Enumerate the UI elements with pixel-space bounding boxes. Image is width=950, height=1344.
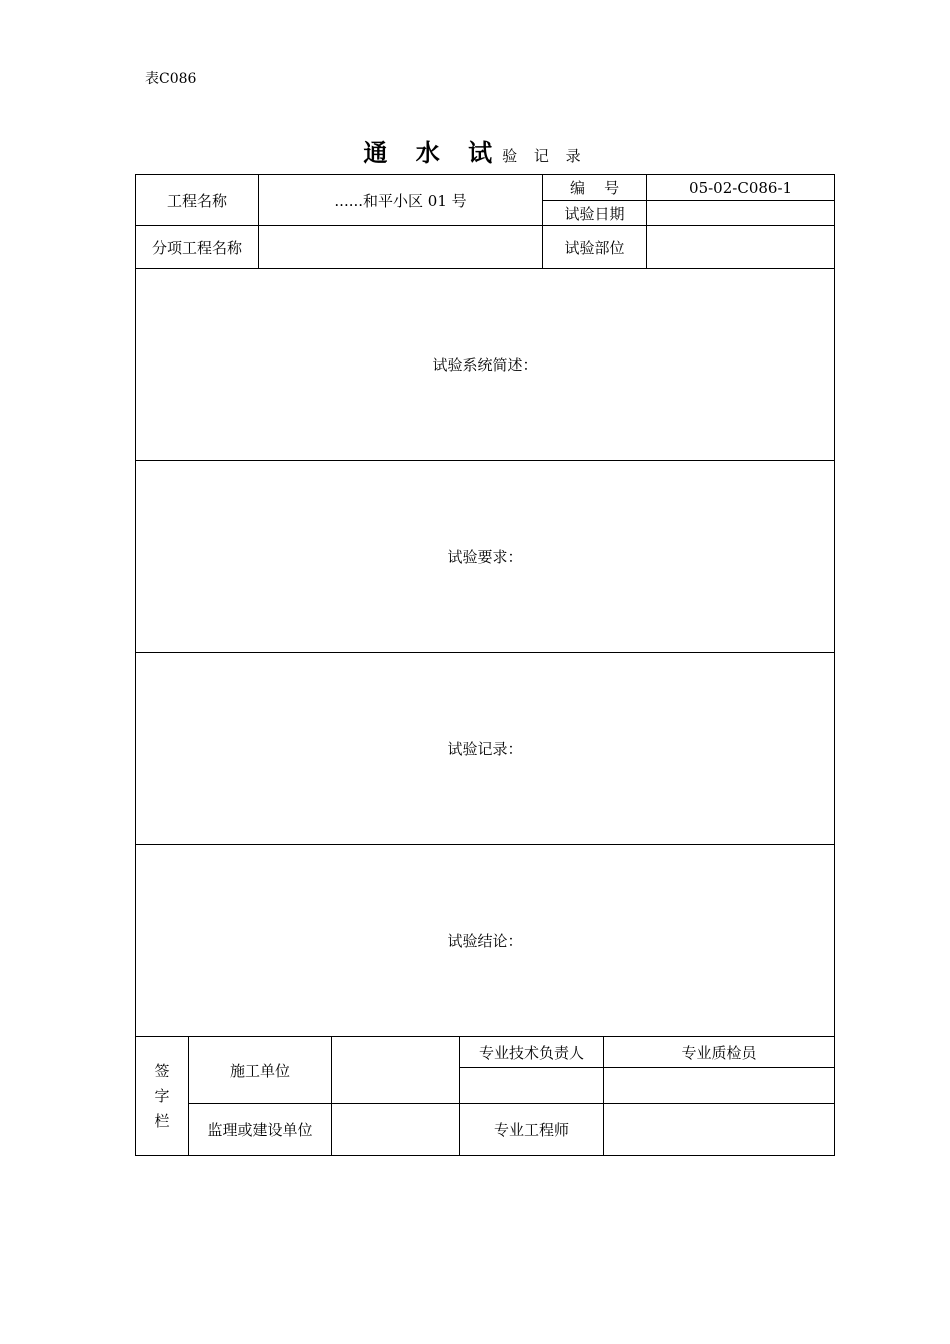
supervision-unit-label: 监理或建设单位 — [189, 1104, 332, 1156]
requirements-section[interactable] — [136, 461, 835, 653]
title-main: 通 水 试 — [363, 138, 503, 167]
page-title — [0, 133, 950, 168]
signature-column-label — [136, 1037, 189, 1156]
sig-char-3: 栏 — [154, 1111, 170, 1130]
tech-lead-signature[interactable] — [460, 1068, 604, 1104]
engineer-label: 专业工程师 — [460, 1104, 604, 1156]
records-label: 试验记录： — [447, 740, 523, 758]
supervision-unit-value[interactable] — [332, 1104, 460, 1156]
project-name-value[interactable]: ......和平小区 01 号 — [259, 175, 543, 226]
quality-inspector-label: 专业质检员 — [604, 1037, 835, 1068]
number-value[interactable]: 05-02-C086-1 — [647, 175, 835, 201]
form-code: 表C086 — [145, 71, 197, 87]
construction-unit-value[interactable] — [332, 1037, 460, 1104]
sub-project-label: 分项工程名称 — [136, 226, 259, 269]
title-sub: 验 记 录 — [502, 147, 587, 165]
conclusion-label: 试验结论： — [447, 932, 523, 950]
conclusion-section[interactable] — [136, 845, 835, 1037]
records-section[interactable] — [136, 653, 835, 845]
quality-inspector-signature[interactable] — [604, 1068, 835, 1104]
system-description-label: 试验系统简述： — [432, 356, 538, 374]
requirements-label: 试验要求： — [447, 548, 523, 566]
test-location-value[interactable] — [647, 226, 835, 269]
number-label: 编 号 — [543, 175, 647, 201]
test-location-label: 试验部位 — [543, 226, 647, 269]
engineer-signature[interactable] — [604, 1104, 835, 1156]
sub-project-value[interactable] — [259, 226, 543, 269]
project-name-label: 工程名称 — [136, 175, 259, 226]
construction-unit-label: 施工单位 — [189, 1037, 332, 1104]
record-form-table — [135, 174, 835, 1156]
sig-char-1: 签 — [154, 1061, 170, 1080]
sig-char-2: 字 — [154, 1086, 170, 1105]
test-date-label: 试验日期 — [543, 201, 647, 226]
system-description-section[interactable] — [136, 269, 835, 461]
tech-lead-label: 专业技术负责人 — [460, 1037, 604, 1068]
test-date-value[interactable] — [647, 201, 835, 226]
